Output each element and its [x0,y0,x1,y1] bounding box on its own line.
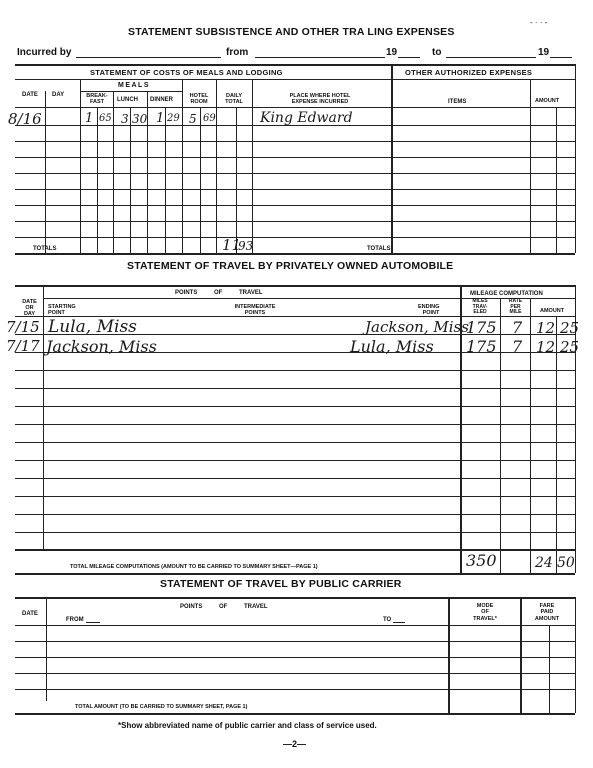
carrier-col-mode: MODE OF TRAVEL* [473,603,497,622]
other-expenses-title: OTHER AUTHORIZED EXPENSES [405,68,533,77]
carrier-points-of-travel: POINTS OF TRAVEL [180,604,268,610]
auto-total-label: TOTAL MILEAGE COMPUTATIONS (AMOUNT TO BE CARRIED TO SUMMARY SHEET—PAGE 1) [70,564,318,570]
meals-daily-total[interactable]: 11 [222,236,242,254]
auto-total-cents[interactable]: 50 [557,555,575,571]
from-line[interactable] [255,57,385,58]
auto-row-cents[interactable]: 25 [560,319,580,337]
meals-row-date[interactable]: 8/16 [8,110,42,128]
auto-col-amount: AMOUNT [540,308,565,314]
to-label: to [432,47,442,58]
auto-row-end[interactable]: Jackson, Miss [365,318,469,336]
year-prefix-2: 19 [538,47,550,58]
carrier-from-line[interactable] [86,622,100,623]
auto-col-starting: STARTING POINT [48,304,76,317]
auto-row-amount[interactable]: 12 [536,338,556,356]
auto-col-miles: MILES TRAV- ELED [472,298,488,315]
carrier-section-title: STATEMENT OF TRAVEL BY PUBLIC CARRIER [160,578,402,590]
carrier-from-label: FROM [66,617,84,623]
meals-row-hotel[interactable]: 5 [189,112,197,126]
meals-row-lunch[interactable]: 3 [121,112,129,126]
incurred-by-line[interactable] [76,57,221,58]
form-title: STATEMENT SUBSISTENCE AND OTHER TRA LING EXPENSES [128,26,455,38]
meals-col-hotel: HOTEL ROOM [189,93,209,106]
meals-row-dinner[interactable]: 1 [156,111,165,126]
auto-row-rate[interactable]: 7 [512,318,523,337]
meals-col-lunch: LUNCH [117,97,138,103]
incurred-by-label: Incurred by [17,47,72,58]
meals-row-place[interactable]: King Edward [260,110,353,126]
meals-row-lunch-cents[interactable]: 30 [132,112,148,126]
meals-col-day: DAY [52,92,65,98]
auto-row-date[interactable]: 7/15 [6,318,40,336]
corner-marks: - · · - [530,18,548,27]
auto-row-amount[interactable]: 12 [536,319,556,337]
meals-totals-label: TOTALS [33,246,57,252]
carrier-to-label: TO [383,617,392,623]
from-label: from [226,47,249,58]
auto-points-of-travel: POINTS OF TRAVEL [175,290,263,296]
auto-row-end[interactable]: Lula, Miss [350,337,434,356]
auto-row-cents[interactable]: 25 [560,338,580,356]
auto-row-date[interactable]: 7/17 [6,337,40,355]
auto-mileage-computation: MILEAGE COMPUTATION [470,291,543,297]
year-line-2[interactable] [550,57,572,58]
meals-col-date: DATE [22,92,38,98]
auto-total-amount[interactable]: 24 [535,555,553,571]
meals-col-breakfast: BREAK- FAST [86,93,108,106]
auto-row-rate[interactable]: 7 [512,337,523,356]
meals-col-place: PLACE WHERE HOTEL EXPENSE INCURRED [289,93,351,106]
footnote: *Show abbreviated name of public carrier and class of service used. [118,721,377,730]
auto-row-start[interactable]: Lula, Miss [48,317,137,337]
carrier-col-date: DATE [22,611,38,617]
other-col-items: ITEMS [448,99,467,105]
meals-group-label: MEALS [118,82,150,89]
meals-section-title: STATEMENT OF COSTS OF MEALS AND LODGING [90,68,283,77]
meals-row-hotel-cents[interactable]: 69 [203,113,216,124]
to-line[interactable] [446,57,536,58]
year-line-1[interactable] [398,57,420,58]
meals-row-breakfast-cents[interactable]: 65 [99,113,112,124]
carrier-to-line[interactable] [393,622,405,623]
auto-col-rate: RATE PER MILE [508,298,523,315]
meals-row-breakfast[interactable]: 1 [85,111,94,126]
carrier-total-label: TOTAL AMOUNT (TO BE CARRIED TO SUMMARY SHEET, PAGE 1) [75,704,248,710]
other-col-amount: AMOUNT [535,98,560,104]
page-number: —2— [283,739,307,749]
auto-section-title: STATEMENT OF TRAVEL BY PRIVATELY OWNED AUTOMOBILE [127,260,454,272]
meals-daily-total-cents[interactable]: 93 [238,239,254,253]
meals-totals-label-right: TOTALS [367,246,391,252]
meals-row-dinner-cents[interactable]: 29 [167,113,180,124]
auto-total-miles[interactable]: 350 [466,551,497,570]
meals-col-dinner: DINNER [150,97,174,103]
auto-col-ending: ENDING POINT [418,304,440,317]
auto-row-miles[interactable]: 175 [466,337,497,356]
auto-col-intermediate: INTERMEDIATE POINTS [234,304,276,317]
auto-row-miles[interactable]: 175 [466,318,497,337]
meals-col-daily: DAILY TOTAL [225,93,243,106]
auto-row-start[interactable]: Jackson, Miss [46,337,157,356]
carrier-col-fare: FARE PAID AMOUNT [534,603,560,622]
year-prefix-1: 19 [386,47,398,58]
auto-col-date: DATE OR DAY [22,299,37,318]
